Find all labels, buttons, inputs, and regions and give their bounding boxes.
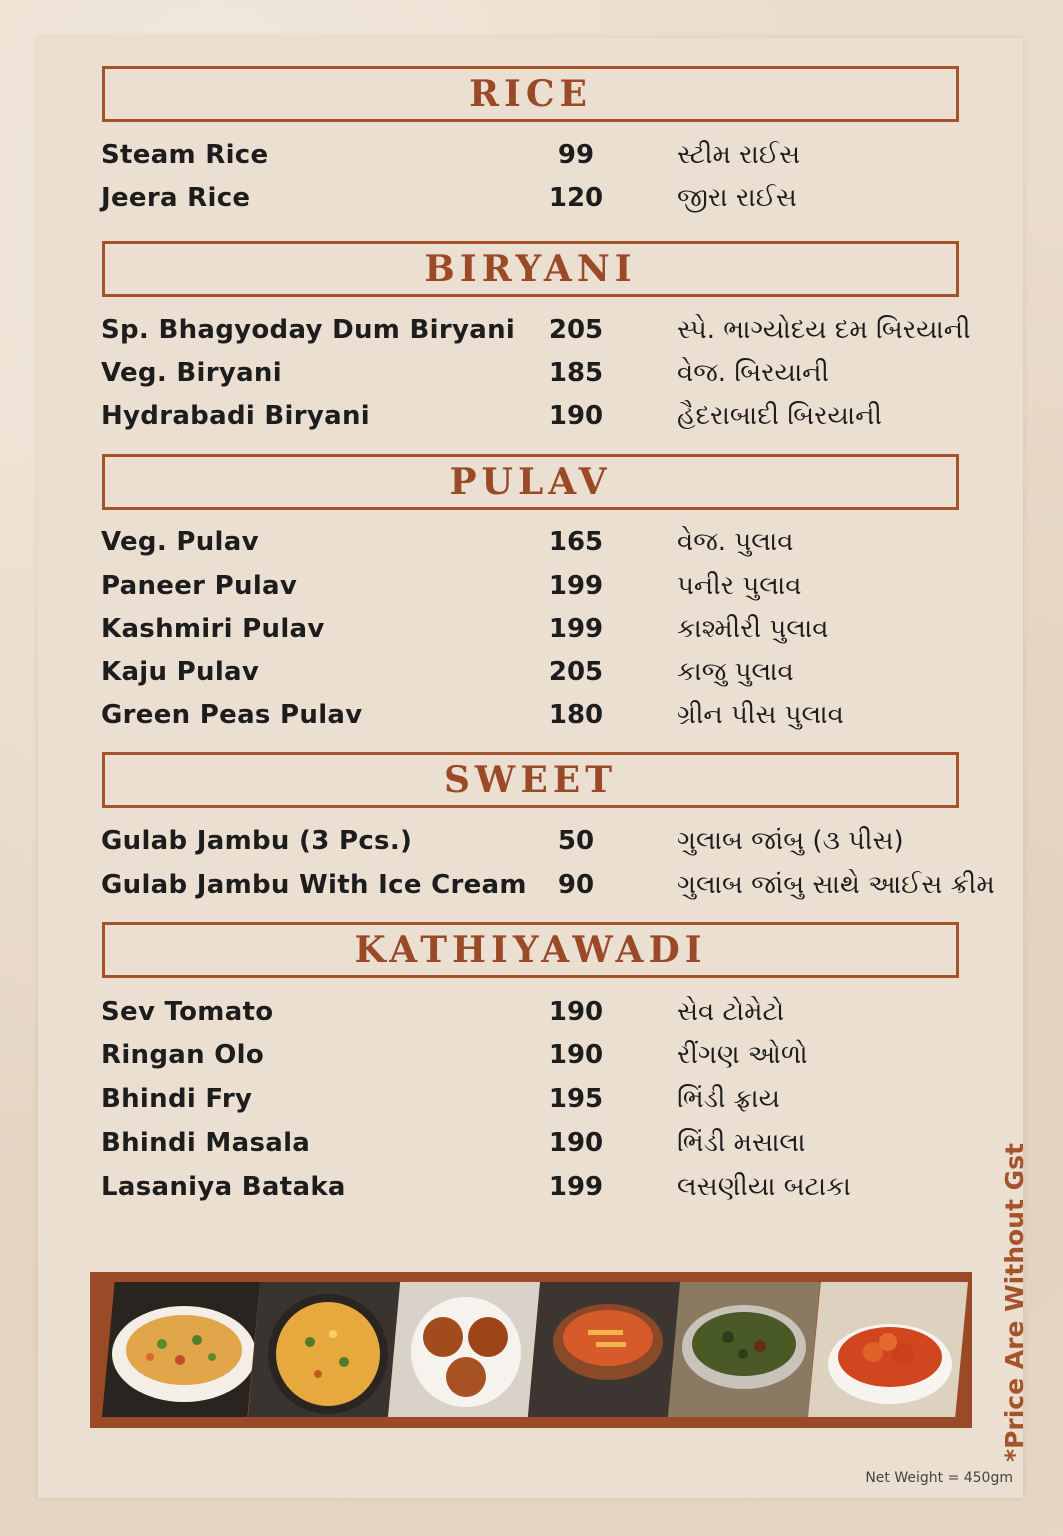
menu-item-row — [0, 1035, 1063, 1075]
food-photo-strip — [90, 1272, 972, 1428]
item-price: 205 — [548, 315, 604, 345]
item-name: Kashmiri Pulav — [101, 614, 325, 644]
item-name: Lasaniya Bataka — [101, 1172, 346, 1202]
menu-item-row — [0, 865, 1063, 905]
item-price: 190 — [548, 1040, 604, 1070]
item-price: 180 — [548, 700, 604, 730]
item-name-gujarati: ભિંડી મસાલા — [677, 1128, 806, 1158]
item-price: 190 — [548, 401, 604, 431]
item-price: 205 — [548, 657, 604, 687]
item-name-gujarati: હૈદરાબાદી બિરયાની — [677, 401, 882, 431]
item-price: 50 — [557, 826, 595, 856]
item-name: Kaju Pulav — [101, 657, 260, 687]
item-price: 199 — [548, 571, 604, 601]
item-name-gujarati: ગુલાબ જાંબુ (૩ પીસ) — [677, 826, 904, 856]
item-name-gujarati: કાજુ પુલાવ — [677, 657, 794, 687]
bhindi-photo — [668, 1282, 820, 1417]
menu-item-row — [0, 1079, 1063, 1119]
item-name: Gulab Jambu With Ice Cream — [101, 870, 527, 900]
item-price: 199 — [548, 1172, 604, 1202]
section-header-pulav — [102, 454, 959, 510]
item-name: Ringan Olo — [101, 1040, 265, 1070]
section-header-biryani — [102, 241, 959, 297]
section-header-rice — [102, 66, 959, 122]
menu-item-row — [0, 178, 1063, 218]
item-price: 90 — [557, 870, 595, 900]
gst-note: *Price Are Without Gst — [1000, 1143, 1029, 1462]
item-name: Steam Rice — [101, 140, 269, 170]
menu-item-row — [0, 396, 1063, 436]
section-title: KATHIYAWADI — [354, 929, 707, 971]
item-name-gujarati: લસણીયા બટાકા — [677, 1172, 851, 1202]
section-title: PULAV — [449, 461, 612, 503]
menu-item-row — [0, 652, 1063, 692]
item-name-gujarati: જીરા રાઈસ — [677, 183, 797, 213]
lasaniya-bataka-photo — [808, 1282, 968, 1417]
item-name-gujarati: વેજ. પુલાવ — [677, 527, 794, 557]
item-price: 165 — [548, 527, 604, 557]
menu-item-row — [0, 353, 1063, 393]
menu-item-row — [0, 135, 1063, 175]
menu-item-row — [0, 310, 1063, 350]
item-name: Green Peas Pulav — [101, 700, 363, 730]
item-price: 120 — [548, 183, 604, 213]
item-price: 190 — [548, 997, 604, 1027]
section-title: BIRYANI — [424, 248, 637, 290]
menu-item-row — [0, 1167, 1063, 1207]
menu-item-row — [0, 821, 1063, 861]
item-name-gujarati: ભિંડી ફ્રાય — [677, 1084, 780, 1114]
item-price: 185 — [548, 358, 604, 388]
menu-item-row — [0, 609, 1063, 649]
section-header-kathiyawadi — [102, 922, 959, 978]
section-title: SWEET — [443, 759, 618, 801]
item-price: 190 — [548, 1128, 604, 1158]
item-price: 99 — [557, 140, 595, 170]
item-name: Bhindi Fry — [101, 1084, 253, 1114]
section-header-sweet — [102, 752, 959, 808]
menu-item-row — [0, 1123, 1063, 1163]
veg-pulav-photo — [102, 1282, 260, 1417]
item-name: Jeera Rice — [101, 183, 251, 213]
item-name-gujarati: વેજ. બિરયાની — [677, 358, 829, 388]
item-name-gujarati: સ્ટીમ રાઈસ — [677, 140, 801, 170]
item-name: Gulab Jambu (3 Pcs.) — [101, 826, 413, 856]
item-name: Veg. Biryani — [101, 358, 282, 388]
menu-item-row — [0, 566, 1063, 606]
item-name: Veg. Pulav — [101, 527, 259, 557]
menu-item-row — [0, 522, 1063, 562]
item-name: Bhindi Masala — [101, 1128, 311, 1158]
item-name: Paneer Pulav — [101, 571, 298, 601]
menu-item-row — [0, 992, 1063, 1032]
biryani-photo — [248, 1282, 400, 1417]
item-name: Hydrabadi Biryani — [101, 401, 370, 431]
item-name-gujarati: ગુલાબ જાંબુ સાથે આઈસ ક્રીમ — [677, 870, 995, 900]
net-weight-note: Net Weight = 450gm — [865, 1470, 1013, 1486]
menu-item-row — [0, 695, 1063, 735]
item-name-gujarati: કાશ્મીરી પુલાવ — [677, 614, 829, 644]
item-price: 199 — [548, 614, 604, 644]
section-title: RICE — [469, 73, 592, 115]
item-name-gujarati: સેવ ટોમેટો — [677, 997, 785, 1027]
item-name-gujarati: રીંગણ ઓળો — [677, 1040, 808, 1070]
item-name-gujarati: સ્પે. ભાગ્યોદય દમ બિરયાની — [677, 315, 971, 345]
item-name: Sev Tomato — [101, 997, 274, 1027]
item-name: Sp. Bhagyoday Dum Biryani — [101, 315, 516, 345]
item-name-gujarati: ગ્રીન પીસ પુલાવ — [677, 700, 844, 730]
sev-tomato-photo — [528, 1282, 680, 1417]
item-price: 195 — [548, 1084, 604, 1114]
item-name-gujarati: પનીર પુલાવ — [677, 571, 802, 601]
gulab-jambu-photo — [388, 1282, 540, 1417]
